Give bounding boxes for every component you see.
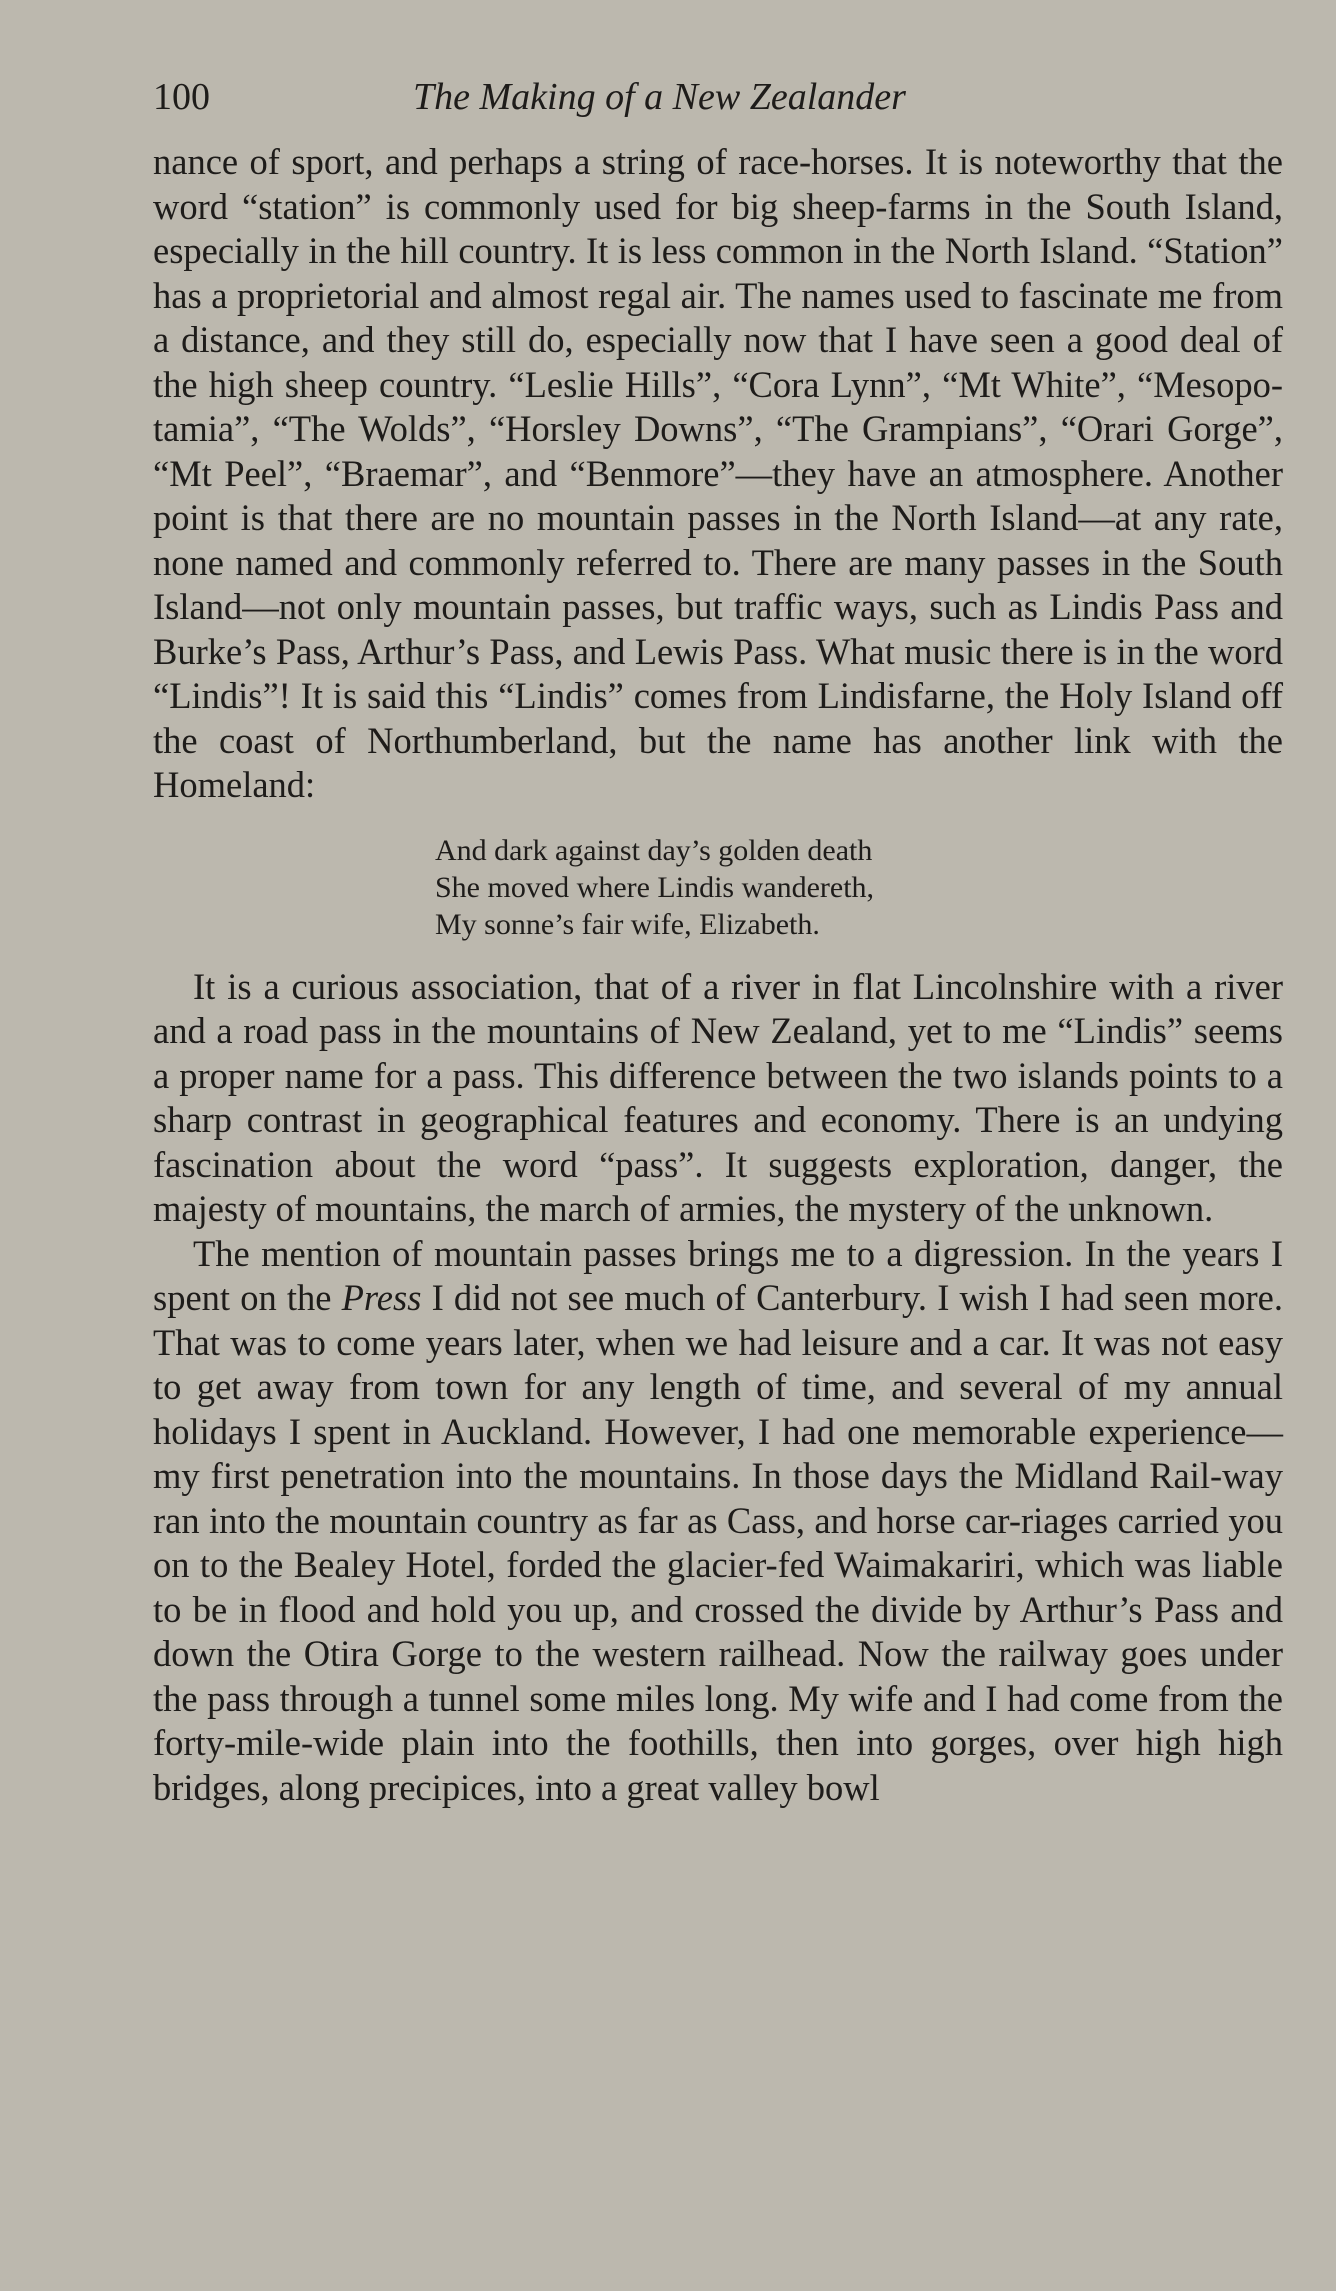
- paragraph-text-after-italic: I did not see much of Canterbury. I wish I had seen more. That was to come years later, when we had leisure and a car. It was not easy to get away from town for any length of time, and several of my annual holidays I spent in Auckland. However, I had one memorable experience—my first penetration into the mountains. In those days the Midland Rail-way ran into the mountain country as far as Cass, and horse car-riages carried you on to the Bealey Hotel, forded the glacier-fed Waimakariri, which was liable to be in flood and hold you up, and crossed the divide by Arthur’s Pass and down the Otira Gorge to the western railhead. Now the railway goes under the pass through a tunnel some miles long. My wife and I had come from the forty-mile-wide plain into the foothills, then into gorges, over high high bridges, along precipices, into a great valley bowl: [153, 1277, 1283, 1808]
- verse-line: And dark against day’s golden death: [435, 833, 873, 867]
- paragraph-mountain-digression: [153, 1232, 1283, 1811]
- paragraph-text-before-italic: The mention of mountain passes brings me to a digression. In the years I spent on the: [153, 1232, 1283, 1318]
- page-header: [153, 72, 1283, 122]
- running-title: The Making of a New Zealander: [413, 76, 906, 118]
- page-number: 100: [153, 76, 210, 118]
- verse-quotation: [435, 832, 1283, 943]
- paragraph-curious-association: It is a curious association, that of a river in flat Lincolnshire with a river and a road pass in the mountains of New Zealand, yet to me “Lindis” seems a proper name for a pass. This difference between the two islands points to a sharp contrast in geographical features and economy. There is an undying fascination about the word “pass”. It suggests exploration, danger, the majesty of mountains, the march of armies, the mystery of the unknown.: [153, 965, 1283, 1229]
- body-text: [153, 140, 1283, 1810]
- verse-line: My sonne’s fair wife, Elizabeth.: [435, 907, 820, 941]
- newspaper-title-italic: Press: [341, 1277, 422, 1318]
- paragraph-stations-and-passes: nance of sport, and perhaps a string of race-horses. It is noteworthy that the word “station” is commonly used for big sheep-farms in the South Island, especially in the hill country. It is less common in the North Island. “Station” has a proprietorial and almost regal air. The names used to fascinate me from a distance, and they still do, especially now that I have seen a good deal of the high sheep country. “Leslie Hills”, “Cora Lynn”, “Mt White”, “Mesopo-tamia”, “The Wolds”, “Horsley Downs”, “The Grampians”, “Orari Gorge”, “Mt Peel”, “Braemar”, and “Benmore”—they have an atmosphere. Another point is that there are no mountain passes in the North Island—at any rate, none named and commonly referred to. There are many passes in the South Island—not only mountain passes, but traffic ways, such as Lindis Pass and Burke’s Pass, Arthur’s Pass, and Lewis Pass. What music there is in the word “Lindis”! It is said this “Lindis” comes from Lindisfarne, the Holy Island off the coast of Northumberland, but the name has another link with the Homeland:: [153, 141, 1283, 805]
- verse-line: She moved where Lindis wandereth,: [435, 870, 875, 904]
